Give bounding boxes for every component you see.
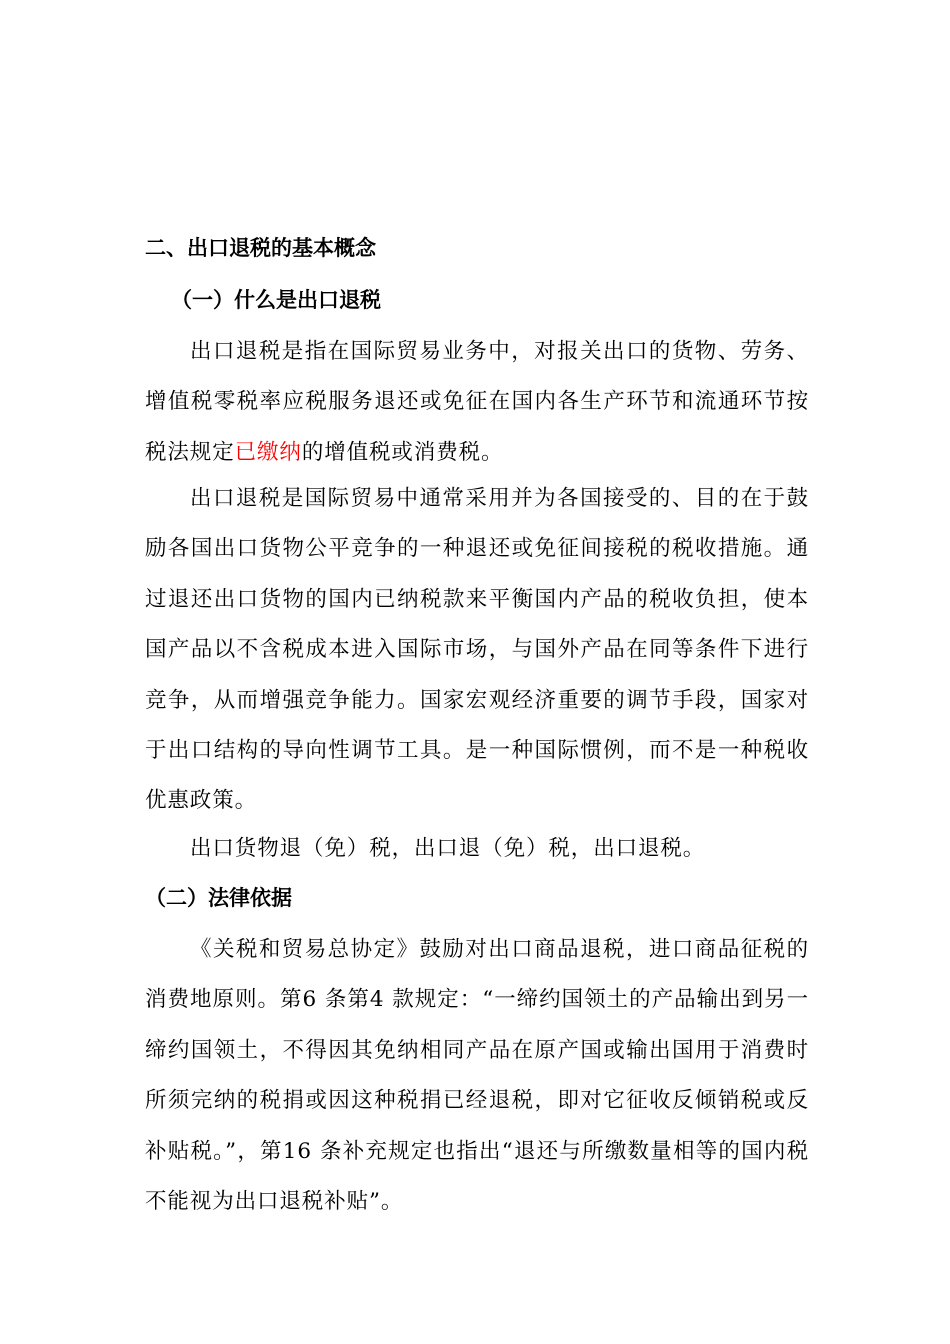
highlighted-term: 已缴纳 [234, 439, 302, 465]
paragraph-definition-text-before: 出口退税是指在国际贸易业务中，对报关出口的货物、劳务、增值税零税率应税服务退还或免征在国内各生产环节和流通环节按税法规定 [145, 339, 809, 465]
paragraph-definition [145, 327, 809, 478]
section-heading: 二、出口退税的基本概念 [145, 236, 376, 260]
paragraph-terms: 出口货物退（免）税，出口退（免）税，出口退税。 [190, 836, 706, 861]
paragraph-purpose: 出口退税是国际贸易中通常采用并为各国接受的、目的在于鼓励各国出口货物公平竞争的一种退还或免征间接税的税收措施。通过退还出口货物的国内已纳税款来平衡国内产品的税收负担，使本国产品以不含税成本进入国际市场，与国外产品在同等条件下进行竞争，从而增强竞争能力。国家宏观经济重要的调节手段，国家对于出口结构的导向性调节工具。是一种国际惯例，而不是一种税收优惠政策。 [145, 486, 809, 814]
paragraph-legal-basis: 《关税和贸易总协定》鼓励对出口商品退税，进口商品征税的消费地原则。第6 条第4 款规定：“一缔约国领土的产品输出到另一缔约国领土，不得因其免纳相同产品在原产国或输出国用于消费时所须完纳的税捐或因这种税捐已经退税，即对它征收反倾销税或反补贴税。”，第16 条补充规定也指出“退还与所缴数量相等的国内税不能视为出口退税补贴”。 [145, 937, 809, 1215]
paragraph-definition-text-after: 的增值税或消费税。 [301, 439, 504, 465]
subsection-heading-legal-basis: （二）法律依据 [145, 886, 292, 910]
subsection-heading-what-is-export-rebate: （一）什么是出口退税 [171, 288, 381, 312]
